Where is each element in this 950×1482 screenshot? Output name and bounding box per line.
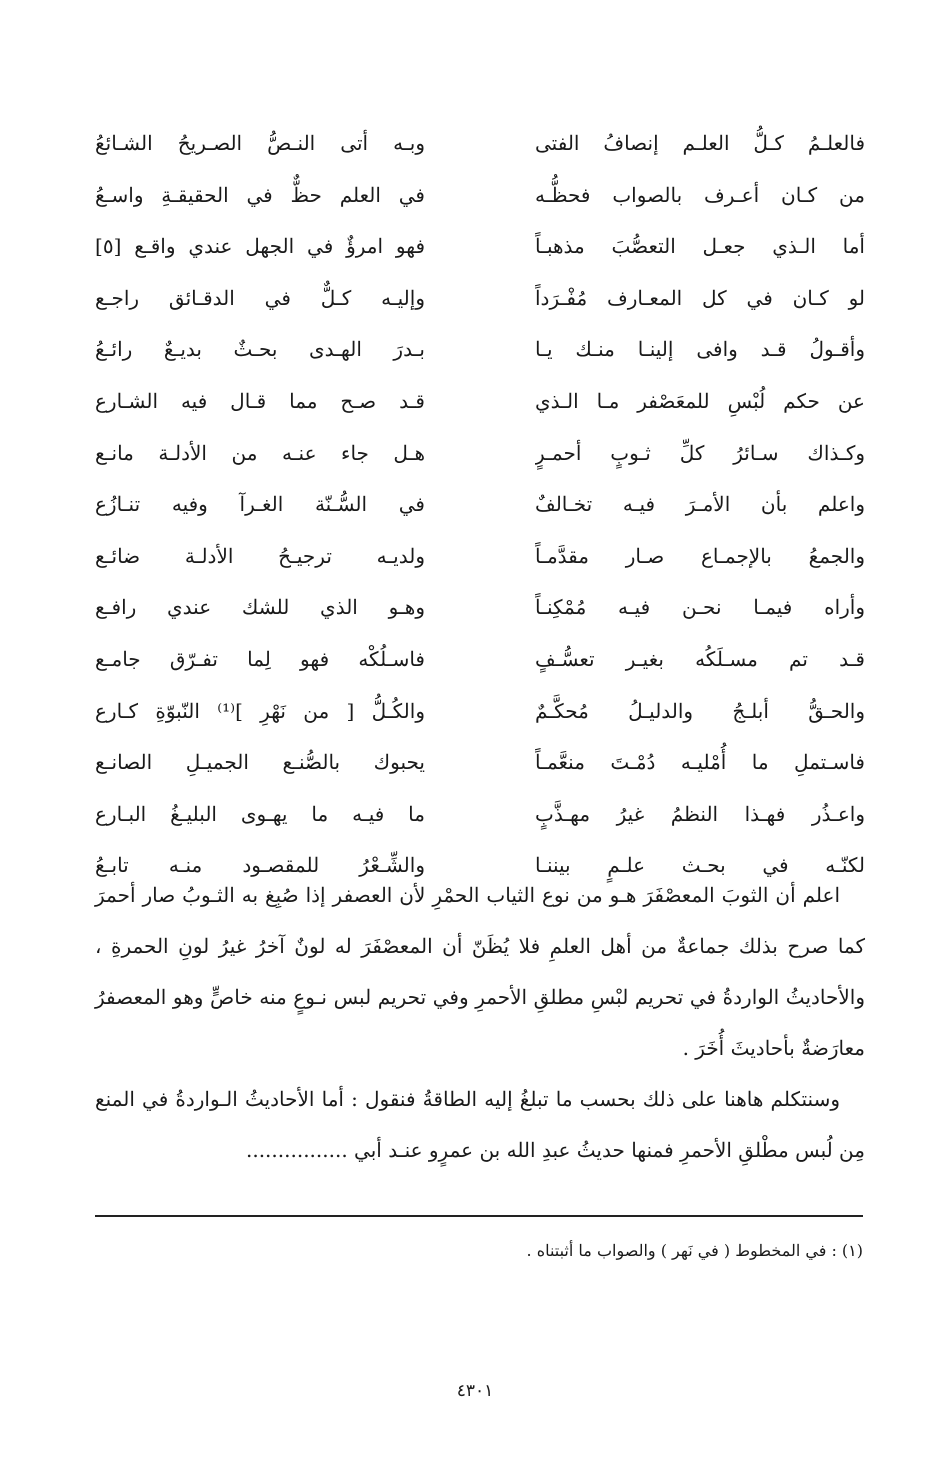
commentary-paragraph: وسنتكلم هاهنا على ذلك بحسب ما تبلغُ إليه الطاقةُ فنقول : أما الأحاديثُ الـواردةُ في المنع مِن لُبس مطْلقِ الأحمرِ فمنها حديثُ عبدِ الله بن عمرٍو عنـد أبي ................	[95, 1087, 865, 1162]
verse-row	[95, 428, 865, 480]
verse-second-hemistich: بـدرَ الهـدى بحـثٌ بديـعٌ رائـعُ	[95, 337, 425, 362]
commentary-paragraph: اعلم أن الثوبَ المعصْفَرَ هـو من نوع الثياب الحمْرِ لأن العصفر إذا صُبِغ به الثـوبُ صار أحمرَ كما صرح بذلك جماعةٌ من أهل العلمِ فلا يُظَنّ أن المعصْفَرَ له لونٌ آخرُ غيرُ لونِ الحمرةِ ، والأحاديثُ الواردةُ في تحريم لبْسِ مطلقِ الأحمرِ وفي تحريم لبس نـوعٍ منه خاصٍّ وهو المعصفرُ معارَضةٌ بأحاديثَ أُخَرَ .	[95, 883, 865, 1060]
verse-second-hemistich: وهـو الذي للشك عندي رافـع	[95, 595, 425, 620]
verse-row	[95, 170, 865, 222]
verse-first-hemistich: لكنّـه في بحـث علـمٍ بيننـا	[535, 853, 865, 878]
footnote-divider	[95, 1215, 863, 1217]
verse-second-hemistich: قـد صـح مما قـال فيه الشـارع	[95, 388, 425, 413]
verse-first-hemistich: وأراه فيمـا نحـن فيـه مُمْكِنـاً	[535, 595, 865, 620]
verse-second-hemistich: في السُّـنّة الغـرآ وفيه تنـازُع	[95, 492, 425, 517]
verse-first-hemistich: عن حكم لُبْسِ للمعَصْفر مـا الـذي	[535, 388, 865, 413]
verse-second-hemistich: وبـه أتى النـصُّ الصـريحُ الشـائعُ	[95, 131, 425, 155]
verse-row	[95, 118, 865, 170]
verse-first-hemistich: من كـان أعـرف بالصواب فحظُّـه	[535, 182, 865, 207]
page-number: ٤٣٠١	[456, 1381, 494, 1401]
verse-second-hemistich: هـل جاء عنـه من الأدلـة مانـع	[95, 440, 425, 465]
poem-block	[95, 118, 865, 892]
commentary-text	[95, 870, 865, 1176]
verse-row	[95, 737, 865, 789]
verse-first-hemistich: وأقـولُ قـد وافى إلينـا منـك يـا	[535, 337, 865, 362]
verse-row	[95, 686, 865, 738]
verse-row	[95, 479, 865, 531]
verse-row	[95, 376, 865, 428]
verse-second-hemistich: ولديـه ترجيـحُ الأدلـة ضائـع	[95, 543, 425, 568]
verse-row	[95, 789, 865, 841]
verse-first-hemistich: وكـذاك سـائرُ كلِّ ثـوبٍ أحمـرٍ	[535, 440, 865, 465]
verse-second-hemistich: ما فيـه ما يهـوى البليـغُ البـارع	[95, 801, 425, 826]
verse-second-hemistich: يحبوك بالصُّنـع الجميـلِ الصانـع	[95, 750, 425, 775]
verse-second-hemistich: والشِّـعْرُ للمقصـود منـه تابـعُ	[95, 853, 425, 878]
verse-first-hemistich: واعلم بأن الأمـرَ فيـه تخـالفٌ	[535, 492, 865, 517]
verse-first-hemistich: لو كـان في كل المعـارف مُفْـرَداً	[535, 285, 865, 310]
verse-second-hemistich: وإليـه كـلٌّ في الدقـائق راجـع	[95, 285, 425, 310]
verse-first-hemistich: قـد تم مسـلَكُه بغيـر تعسُّـفٍ	[535, 646, 865, 671]
verse-first-hemistich: والجمعُ بالإجمـاع صـار مقدَّمـاً	[535, 543, 865, 568]
verse-second-hemistich: فهو امرؤٌ في الجهل عندي واقـع [٥]	[95, 234, 425, 259]
verse-second-hemistich: فاسـلُكْه فهو لِما تفـرّق جامـع	[95, 646, 425, 671]
footnote: (١) : في المخطوط ( في نَهر ) والصواب ما أثبتناه .	[526, 1241, 863, 1260]
verse-row	[95, 324, 865, 376]
verse-row	[95, 221, 865, 273]
verse-first-hemistich: أما الـذي جعـل التعصُّبَ مذهبـاً	[535, 234, 865, 259]
verse-row	[95, 582, 865, 634]
verse-second-hemistich: في العلم حظٌّ في الحقيقـةِ واسـعُ	[95, 182, 425, 207]
verse-second-hemistich: والكُـلُّ [ من نَهْرِ ]⁽¹⁾ النّبوّةِ كـارع	[95, 698, 425, 723]
verse-first-hemistich: فاسـتملِ ما أُمْليـه دُمْـتَ منعَّمـاً	[535, 750, 865, 775]
verse-row	[95, 273, 865, 325]
verse-first-hemistich: والحـقُّ أبلـجُ والدليـلُ مُحكَّـمٌ	[535, 698, 865, 723]
verse-row	[95, 531, 865, 583]
verse-row	[95, 634, 865, 686]
verse-first-hemistich: فالعلـمُ كـلُّ العلـم إنصافُ الفتى	[535, 131, 865, 155]
verse-first-hemistich: واعـذُر فهـذا النظمُ غيرُ مهـذَّبٍ	[535, 801, 865, 826]
